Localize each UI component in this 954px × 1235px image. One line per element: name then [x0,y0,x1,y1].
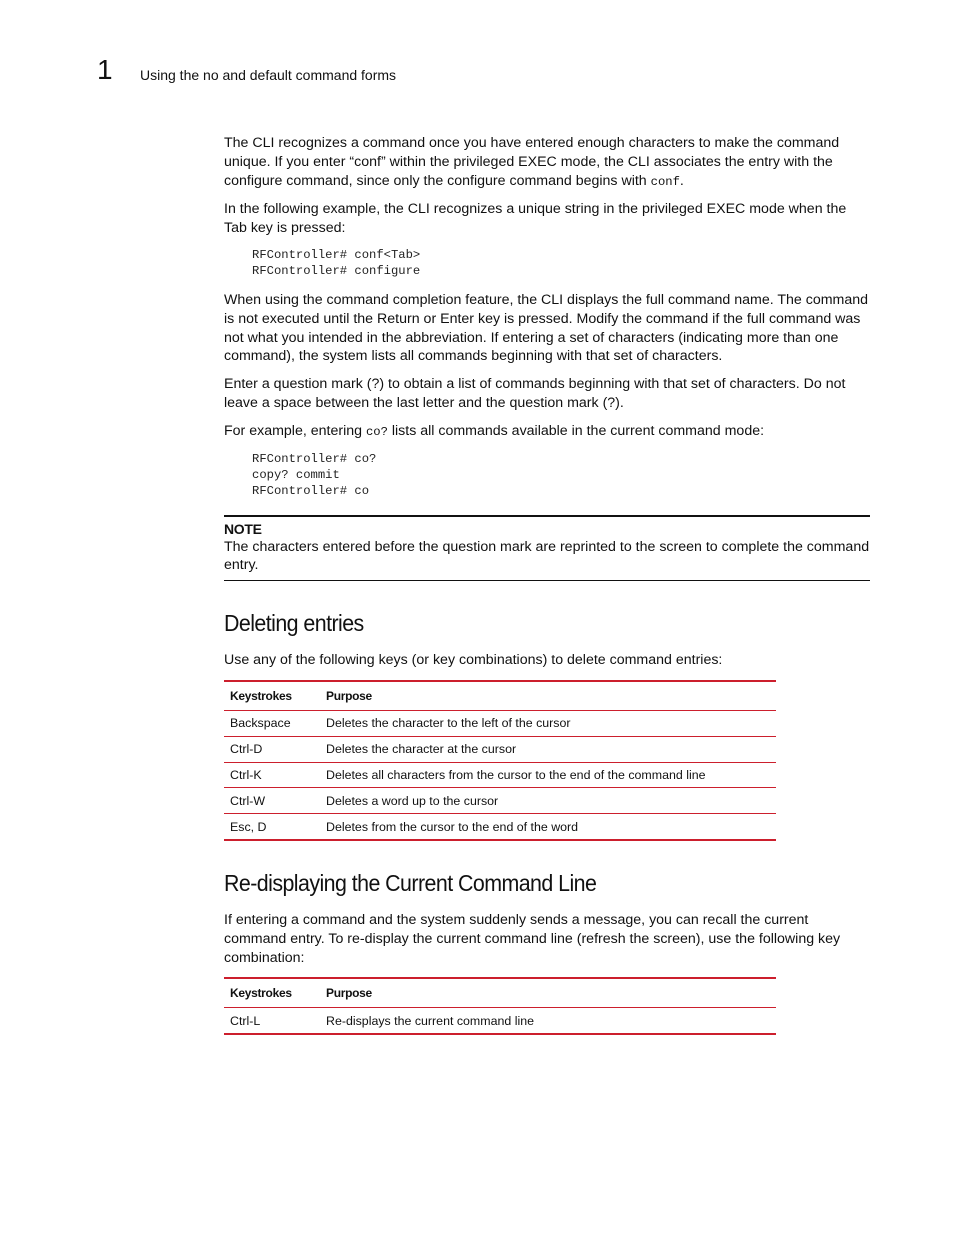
note-text: The characters entered before the question mark are reprinted to the screen to complete the command entry. [224,538,870,574]
note-title: NOTE [224,520,262,537]
intro-p3-rest: key is pressed. Modify the command if the full command was not what you intended in the abbreviation. If entering a set of characters (indicating more than one command), the system lists all commands beginning with that set of characters. [224,310,861,365]
inline-code-co: co? [365,424,388,439]
intro-paragraph-2: In the following example, the CLI recognizes a unique string in the privileged EXEC mode when the Tab key is pressed: [224,201,847,237]
keystroke-cell: Ctrl-K [230,767,262,782]
intro-paragraph-1 [224,134,870,191]
code-example-2: RFController# co? copy? commit RFController# co [252,451,377,498]
intro-p3-or: or [419,310,441,327]
key-return: Return [377,310,420,327]
table-row [224,762,776,788]
redisplay-intro: If entering a command and the system suddenly sends a message, you can recall the current command entry. To re-display the current command line (refresh the screen), use the following key combination: [224,911,841,966]
intro-paragraph-5 [224,422,870,442]
page-header [97,52,697,92]
intro-paragraph-4: Enter a question mark (?) to obtain a list of commands beginning with that set of characters. Do not leave a space between the last letter and the question mark (?). [224,376,846,411]
code-example-1: RFController# conf<Tab> RFController# configure [252,247,421,278]
intro-p1-text: The CLI recognizes a command once you have entered enough characters to make the command unique. If you enter “conf” within the privileged EXEC mode, the CLI associates the entry with the configure command, since only the configure command begins with [224,135,840,189]
intro-p5-rest: lists all commands available in the current command mode: [387,422,765,439]
intro-p3-text: When using the command completion feature, the CLI displays the full command name. The command is not executed until the [224,291,869,327]
col-header-keystrokes: Keystrokes [230,688,292,703]
purpose-cell: Deletes the character to the left of the cursor [326,716,571,731]
chapter-number: 1 [97,54,113,85]
intro-paragraph-3 [224,291,870,366]
purpose-cell: Deletes the character at the cursor [326,742,517,757]
intro-p1-end: . [679,172,684,189]
key-enter: Enter [440,310,475,327]
col-header-keystrokes: Keystrokes [230,986,292,1001]
table-row [224,1008,776,1034]
table-row [224,788,776,814]
intro-p5-text: For example, entering [224,422,366,439]
inline-code-conf: conf [650,174,680,189]
keystroke-cell: Ctrl-D [230,742,263,757]
purpose-cell: Re-displays the current command line [326,1013,534,1028]
running-title: Using the no and default command forms [140,67,397,83]
redisplay-keys-table [224,977,776,1035]
table-row [224,736,776,762]
table-row [224,814,776,840]
purpose-cell: Deletes a word up to the cursor [326,793,499,808]
purpose-cell: Deletes all characters from the cursor to the end of the command line [326,767,706,782]
table-row [224,710,776,736]
keystroke-cell: Backspace [230,716,291,731]
keystroke-cell: Ctrl-L [230,1013,261,1028]
table-header-row [224,681,776,711]
deleting-intro: Use any of the following keys (or key combinations) to delete command entries: [224,652,723,669]
section-heading-redisplay: Re-displaying the Current Command Line [224,869,597,896]
keystroke-cell: Ctrl-W [230,793,266,808]
main-content [224,134,870,1035]
keystroke-cell: Esc, D [230,819,267,834]
deleting-keys-table [224,680,776,841]
col-header-purpose: Purpose [326,986,372,1001]
purpose-cell: Deletes from the cursor to the end of the word [326,819,579,834]
section-heading-deleting: Deleting entries [224,610,364,637]
col-header-purpose: Purpose [326,688,372,703]
note-box [224,515,870,582]
table-header-row [224,978,776,1008]
